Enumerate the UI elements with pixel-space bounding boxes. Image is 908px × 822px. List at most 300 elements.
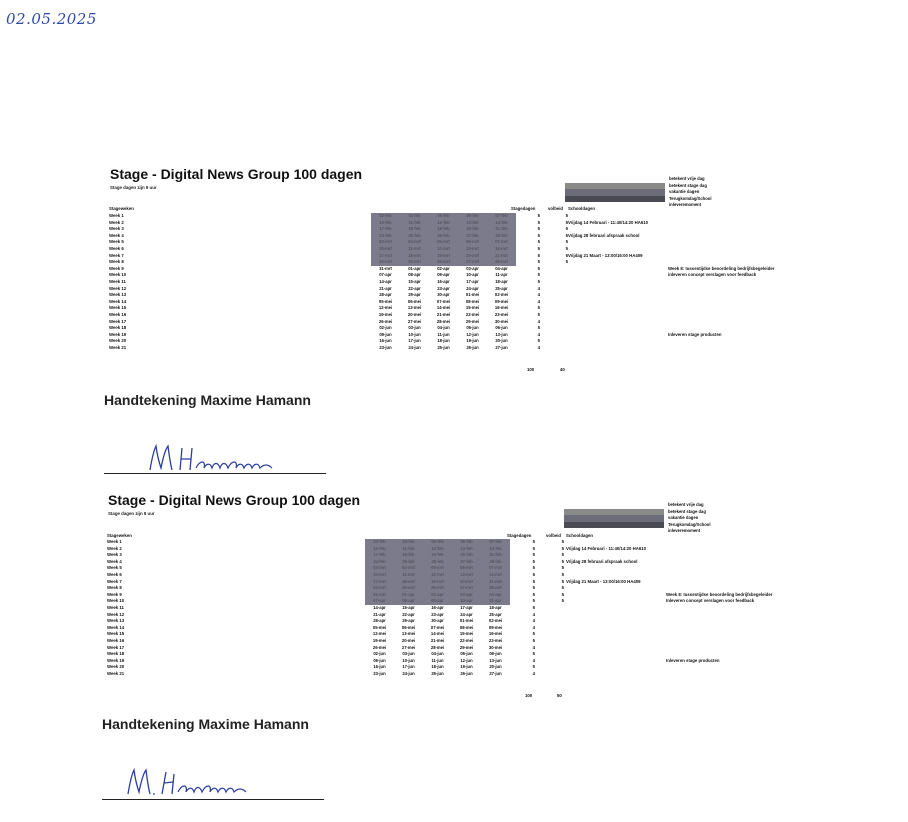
date-cell: 27-mei [401, 644, 416, 650]
volbeid-value [556, 671, 564, 678]
date-cell: 20-mrt [452, 579, 481, 586]
date-cell: 17-mrt [371, 253, 400, 260]
date-stamp: 02.05.2025 [6, 10, 97, 28]
volbeid-value: 5 [565, 252, 568, 258]
date-cell: 18-jun [437, 338, 450, 344]
volbeid-value: 5 [565, 232, 568, 238]
legend-label: inleveremoment [668, 528, 701, 533]
date-cell: 25-mrt [400, 259, 429, 266]
date-cell: 15-apr [408, 279, 421, 284]
stagedagen-value: 4 [537, 298, 540, 304]
date-cell: 06-mei [407, 298, 422, 304]
date-cell: 09-apr [423, 598, 452, 605]
date-cell: 17-mrt [365, 579, 394, 586]
date-cell: 07-apr [365, 598, 394, 605]
stagedagen-value: 5 [532, 558, 535, 564]
week-label: Week 5 [107, 565, 122, 571]
date-cell: 27-mrt [458, 259, 487, 266]
volbeid-value [560, 345, 568, 352]
volbeid-value [556, 645, 564, 652]
date-cell: 19-mei [378, 312, 393, 317]
date-cell: 26-jun [460, 671, 473, 676]
date-cell: 27-jun [489, 671, 502, 676]
date-cell: 22-apr [408, 285, 421, 291]
legend-label: vakantie dagen [669, 189, 700, 194]
date-cell: 17-feb [371, 226, 400, 233]
date-cell: 05-mrt [429, 239, 458, 246]
week-label: Week 12 [107, 611, 125, 617]
volbeid-value [556, 664, 564, 671]
schedule-block-2 [0, 486, 908, 726]
date-cell: 26-feb [423, 559, 452, 566]
date-cell: 21-mrt [487, 253, 516, 260]
milestone-note: inleveren concept verslagen voor feedback [668, 272, 757, 278]
date-cell: 18-mrt [394, 579, 423, 586]
week-label: Week 15 [107, 631, 125, 637]
date-cell: 28-mei [430, 644, 445, 650]
date-cell: 07-mrt [481, 565, 510, 572]
volbeid-value [556, 605, 564, 612]
date-cell: 28-mei [436, 318, 451, 324]
stagedagen-value: 5 [532, 591, 535, 597]
week-label: Week 14 [107, 624, 125, 630]
date-cell: 05-mrt [423, 565, 452, 572]
date-cell: 03-mrt [365, 565, 394, 572]
legend-label: inleveremoment [669, 202, 702, 207]
schooldagen-header: Schooldagen [568, 206, 595, 211]
date-cell: 08-mei [459, 624, 474, 630]
date-cell: 19-jun [466, 338, 479, 344]
signature-label: Handtekening Maxime Hamann [102, 716, 309, 732]
week-label: Week 18 [109, 325, 127, 331]
date-cell: 10-feb [371, 220, 400, 227]
date-cell: 11-mrt [394, 572, 423, 579]
stagedagen-value: 5 [532, 631, 535, 637]
date-cell: 13-mei [401, 631, 416, 637]
date-cell: 14-apr [373, 605, 386, 610]
date-cell: 25-mrt [394, 585, 423, 592]
milestone-note: Week 8: tussentijdse beoordeling bedrijfsbegeleider [666, 591, 773, 597]
week-label: Week 7 [107, 578, 122, 584]
stagedagen-value: 5 [532, 604, 535, 610]
date-cell: 16-apr [431, 605, 444, 610]
volbeid-value [560, 292, 568, 299]
volbeid-value [560, 338, 568, 345]
stagedagen-value: 5 [537, 311, 540, 317]
date-cell: 15-mei [459, 631, 474, 637]
date-cell: 20-feb [458, 226, 487, 233]
stagedagen-value: 4 [532, 657, 535, 663]
date-cell: 07-feb [487, 213, 516, 220]
date-cell: 04-mrt [400, 239, 429, 246]
date-cell: 12-mrt [429, 246, 458, 253]
date-cell: 31-mrt [365, 592, 394, 599]
date-cell: 19-mei [372, 638, 387, 643]
date-cell: 29-apr [402, 618, 415, 624]
date-cell: 03-mrt [371, 239, 400, 246]
date-cell: 09-jun [373, 657, 386, 663]
date-cell: 13-jun [495, 331, 508, 337]
week-label: Week 18 [107, 651, 125, 657]
date-cell: 01-apr [394, 592, 423, 599]
volbeid-value: 5 [561, 565, 564, 571]
stagedagen-value: 5 [537, 232, 540, 238]
total-volbeid: 50 [557, 693, 562, 698]
date-cell: 06-feb [458, 213, 487, 220]
legend-label: Terugkomdag/School [668, 521, 711, 527]
stagedagen-value: 5 [537, 338, 540, 344]
date-cell: 25-apr [489, 611, 502, 617]
date-cell: 09-apr [437, 272, 450, 278]
date-cell: 24-jun [402, 671, 415, 676]
volbeid-value [560, 279, 568, 286]
volbeid-value [556, 638, 564, 645]
date-cell: 24-mrt [365, 585, 394, 592]
legend-label: betekent stage dag [669, 182, 707, 188]
date-cell: 03-apr [452, 592, 481, 599]
legend-label: Terugkomdag/School [669, 195, 712, 201]
date-cell: 10-jun [408, 331, 421, 337]
week-label: Week 17 [107, 644, 125, 650]
volbeid-value: 5 [561, 578, 564, 584]
schedule-subtitle: Stage dagen zijn 8 uur [108, 511, 155, 516]
volbeid-header: volbeid [548, 206, 564, 211]
stagedagen-value: 5 [537, 272, 540, 278]
date-cell: 24-feb [371, 233, 400, 240]
stagedagen-value: 5 [532, 637, 535, 643]
volbeid-column [560, 213, 568, 351]
volbeid-value [560, 325, 568, 332]
week-label: Week 21 [109, 344, 127, 350]
date-cell: 10-apr [466, 272, 479, 278]
date-cell: 13-mrt [458, 246, 487, 253]
signature-line [104, 473, 326, 474]
date-cell: 26-jun [466, 345, 479, 350]
volbeid-value: 5 [561, 552, 564, 558]
school-note: Vrijdag 28 februari afspraak school [568, 232, 640, 238]
week-label: Week 3 [109, 226, 124, 232]
date-cell: 16-mei [488, 631, 503, 637]
legend-label: betekent vrije dag [669, 176, 705, 181]
date-cell: 08-mei [465, 298, 480, 304]
date-cell: 11-jun [431, 657, 444, 663]
volbeid-value: 5 [565, 219, 568, 225]
date-cell: 06-jun [495, 325, 508, 331]
week-label: Week 16 [109, 311, 127, 317]
date-cell: 18-feb [400, 226, 429, 233]
date-cell: 24-jun [408, 345, 421, 350]
week-label: Week 9 [107, 591, 122, 597]
date-cell: 04-apr [481, 592, 510, 599]
volbeid-column [556, 539, 564, 677]
stagedagen-value: 5 [537, 305, 540, 311]
date-cell: 12-feb [423, 546, 452, 553]
stagedagen-value: 5 [537, 226, 540, 232]
date-cell: 04-apr [495, 265, 508, 271]
date-cell: 23-jun [379, 345, 392, 350]
date-cell: 12-jun [466, 331, 479, 337]
date-cell: 27-mrt [452, 585, 481, 592]
date-cell: 09-mei [488, 624, 503, 630]
volbeid-header: volbeid [546, 533, 562, 538]
date-cell: 12-jun [460, 657, 473, 663]
date-cell: 09-jun [379, 331, 392, 337]
date-cell: 25-apr [495, 285, 508, 291]
schooldagen-header: Schooldagen [566, 533, 593, 538]
date-cell: 18-apr [489, 605, 502, 610]
date-cell: 30-apr [437, 292, 450, 298]
volbeid-value [556, 658, 564, 665]
date-cell: 16-jun [373, 664, 386, 670]
week-label: Week 9 [109, 265, 124, 271]
school-note: Vrijdag 21 Maart - 13:00/16:00 HA409 [566, 578, 641, 584]
date-cell: 05-feb [423, 539, 452, 546]
date-cell: 28-feb [487, 233, 516, 240]
signature-image [140, 440, 320, 476]
week-label: Week 15 [109, 305, 127, 311]
date-cell: 04-feb [394, 539, 423, 546]
date-cell: 05-jun [460, 651, 473, 657]
week-label: Week 2 [107, 545, 122, 551]
date-cell: 21-apr [373, 611, 386, 617]
date-cell: 25-feb [394, 559, 423, 566]
date-cell: 03-feb [371, 213, 400, 220]
date-cell: 19-mrt [423, 579, 452, 586]
date-cell: 25-feb [400, 233, 429, 240]
date-cell: 17-apr [460, 605, 473, 610]
stagedagen-header: Stagedagen [507, 533, 532, 538]
weeks-header: Stageweken [107, 533, 132, 538]
stagedagen-value: 5 [537, 265, 540, 271]
date-cell: 21-mei [430, 638, 445, 643]
week-label: Week 2 [109, 219, 124, 225]
date-cell: 11-apr [481, 598, 510, 605]
date-cell: 16-mei [494, 305, 509, 311]
date-cell: 10-apr [452, 598, 481, 605]
date-cell: 16-apr [437, 279, 450, 284]
stagedagen-value: 5 [537, 278, 540, 284]
schedule-title: Stage - Digital News Group 100 dagen [110, 166, 363, 182]
weeks-column [107, 539, 124, 677]
week-label: Week 7 [109, 252, 124, 258]
signature-image [120, 764, 300, 800]
week-label: Week 11 [109, 278, 126, 284]
date-cell: 06-mei [401, 624, 416, 630]
week-label: Week 1 [107, 539, 122, 544]
volbeid-value [560, 312, 568, 319]
stagedagen-value: 4 [537, 292, 540, 298]
date-cell: 28-apr [373, 618, 386, 624]
date-cell: 18-mrt [400, 253, 429, 260]
weeks-column [109, 213, 126, 351]
date-cell: 22-mei [459, 638, 474, 643]
week-label: Week 1 [109, 213, 124, 218]
week-label: Week 17 [109, 318, 127, 324]
stagedagen-value: 5 [532, 664, 535, 670]
date-cell: 24-apr [460, 611, 473, 617]
stagedagen-column [532, 213, 540, 351]
date-cell: 23-apr [431, 611, 444, 617]
date-cell: 04-jun [431, 651, 444, 657]
date-cell: 21-mrt [481, 579, 510, 586]
date-cell: 20-mei [407, 312, 422, 317]
date-cell: 29-mei [459, 644, 474, 650]
date-cell: 30-mei [494, 318, 509, 324]
volbeid-value: 5 [561, 558, 564, 564]
date-cell: 22-apr [402, 611, 415, 617]
date-cell: 27-mei [407, 318, 422, 324]
stagedagen-value: 4 [537, 318, 540, 324]
date-cell: 08-apr [394, 598, 423, 605]
volbeid-value: 5 [561, 539, 564, 544]
date-cell: 11-feb [394, 546, 423, 553]
week-label: Week 10 [109, 272, 127, 278]
date-cell: 02-mei [494, 292, 509, 298]
date-cell: 19-feb [429, 226, 458, 233]
date-cell: 12-feb [429, 220, 458, 227]
date-cell: 27-feb [458, 233, 487, 240]
stagedagen-value: 5 [537, 259, 540, 265]
stagedagen-value: 5 [532, 539, 535, 544]
school-note: Vrijdag 21 Maart - 13:00/16:00 HA409 [568, 252, 643, 258]
week-label: Week 10 [107, 598, 125, 604]
week-label: Week 3 [107, 552, 122, 558]
date-cell: 17-jun [408, 338, 421, 344]
date-cell: 24-mrt [371, 259, 400, 266]
school-note: Vrijdag 28 februari afspraak school [566, 558, 638, 564]
stagedagen-value: 5 [537, 239, 540, 245]
week-label: Week 6 [109, 245, 124, 251]
volbeid-value: 5 [565, 239, 568, 245]
legend-swatch [564, 522, 664, 529]
school-note: Vrijdag 14 Februari - 11:40/14:20 HA610 [566, 545, 647, 551]
date-cell: 10-mrt [365, 572, 394, 579]
date-cell: 18-apr [495, 279, 508, 284]
date-cell: 06-mrt [458, 239, 487, 246]
volbeid-value: 5 [565, 259, 568, 265]
date-cell: 07-feb [481, 539, 510, 546]
date-cell: 25-jun [437, 345, 450, 350]
date-cell: 21-mei [436, 312, 451, 317]
date-cell: 21-feb [481, 552, 510, 559]
date-cell: 28-feb [481, 559, 510, 566]
weeks-header: Stageweken [109, 206, 134, 211]
week-label: Week 16 [107, 637, 125, 643]
date-cell: 12-mei [372, 631, 387, 637]
volbeid-value [560, 332, 568, 339]
volbeid-value [556, 651, 564, 658]
date-cell: 28-mrt [481, 585, 510, 592]
date-cell: 23-apr [437, 285, 450, 291]
date-cell: 06-feb [452, 539, 481, 546]
stagedagen-value: 4 [537, 344, 540, 350]
volbeid-value: 5 [561, 585, 564, 591]
week-label: Week 8 [109, 259, 124, 265]
stagedagen-value: 5 [537, 213, 540, 218]
week-label: Week 11 [107, 604, 124, 610]
week-label: Week 13 [107, 618, 125, 624]
date-cell: 07-mei [436, 298, 451, 304]
volbeid-value [560, 319, 568, 326]
date-cell: 20-jun [489, 664, 502, 670]
date-cell: 29-apr [408, 292, 421, 298]
date-cell: 13-mei [407, 305, 422, 311]
date-cell: 16-jun [379, 338, 392, 344]
date-cell: 14-feb [487, 220, 516, 227]
stagedagen-value: 5 [532, 565, 535, 571]
week-label: Week 8 [107, 585, 122, 591]
date-cell: 11-jun [437, 331, 450, 337]
schedule-title: Stage - Digital News Group 100 dagen [108, 492, 361, 508]
date-cell: 01-apr [408, 265, 421, 271]
date-cell: 21-feb [487, 226, 516, 233]
date-cell: 26-mei [378, 318, 393, 324]
milestone-note: Inleveren concept verslagen voor feedback [666, 598, 755, 604]
date-cell: 17-feb [365, 552, 394, 559]
date-cell: 13-jun [489, 657, 502, 663]
date-cell: 05-feb [429, 213, 458, 220]
date-cell: 18-jun [431, 664, 444, 670]
date-cell: 09-mei [494, 298, 509, 304]
date-cell: 15-mei [465, 305, 480, 311]
date-cell: 07-apr [379, 272, 392, 278]
date-cell: 11-apr [495, 272, 508, 278]
date-cell: 07-mrt [487, 239, 516, 246]
week-label: Week 19 [109, 331, 127, 337]
stagedagen-value: 5 [532, 585, 535, 591]
date-cell: 11-feb [400, 220, 429, 227]
stagedagen-value: 5 [537, 219, 540, 225]
date-cell: 07-mei [430, 624, 445, 630]
date-cell: 28-apr [379, 292, 392, 298]
stagedagen-value: 4 [537, 285, 540, 291]
legend-label: vakantie dagen [668, 515, 699, 520]
date-cell: 17-apr [466, 279, 479, 284]
date-cell: 01-mei [459, 618, 474, 624]
date-cell: 03-jun [402, 651, 415, 657]
date-cell: 31-mrt [379, 265, 392, 271]
milestone-note: Inleveren stage producten [666, 657, 720, 663]
date-cell: 24-feb [365, 559, 394, 566]
date-cell: 26-feb [429, 233, 458, 240]
date-cell: 03-jun [408, 325, 421, 331]
date-cell: 05-mei [372, 624, 387, 630]
date-cell: 24-apr [466, 285, 479, 291]
date-cell: 15-apr [402, 605, 415, 610]
stagedagen-value: 5 [537, 245, 540, 251]
date-cell: 20-mrt [458, 253, 487, 260]
date-cell: 10-feb [365, 546, 394, 553]
date-cell: 13-mrt [452, 572, 481, 579]
date-cell: 26-mei [372, 644, 387, 650]
date-cell: 13-feb [452, 546, 481, 553]
date-cell: 03-feb [365, 539, 394, 546]
stagedagen-value: 5 [532, 578, 535, 584]
date-cell: 14-feb [481, 546, 510, 553]
date-cell: 05-jun [466, 325, 479, 331]
volbeid-value: 5 [565, 245, 568, 251]
week-label: Week 13 [109, 292, 127, 298]
total-stagedagen: 100 [527, 367, 535, 372]
week-label: Week 4 [109, 232, 124, 238]
week-label: Week 6 [107, 571, 122, 577]
stagedagen-column [527, 539, 535, 677]
schedule-block-1 [0, 160, 908, 400]
date-cell: 04-feb [400, 213, 429, 220]
volbeid-value: 5 [561, 591, 564, 597]
volbeid-value [556, 631, 564, 638]
date-cell: 02-jun [373, 651, 386, 657]
